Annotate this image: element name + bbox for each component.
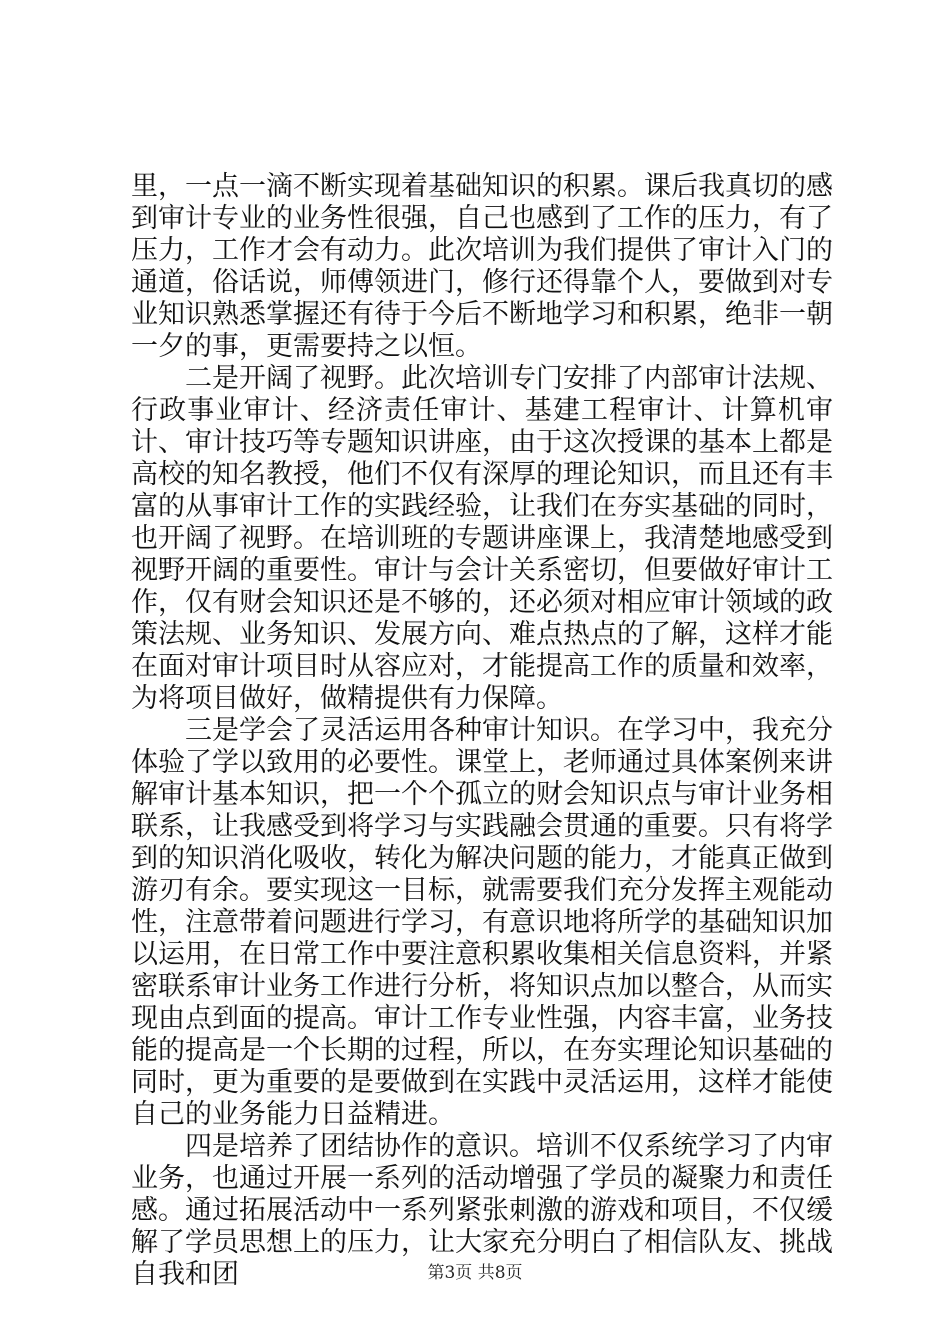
page-number-footer: 第3页 共8页 [427,1263,523,1283]
paragraph-broadened-horizons: 二是开阔了视野。此次培训专门安排了内部审计法规、行政事业审计、经济责任审计、基建工程审计、计算机审计、审计技巧等专题知识讲座，由于这次授课的基本上都是高校的知名教授，他们不仅有深厚的理论知识，而且还有丰富的从事审计工作的实践经验，让我们在夯实基础的同时，也开阔了视野。在培训班的专题讲座课上，我清楚地感受到视野开阔的重要性。审计与会计关系密切，但要做好审计工作，仅有财会知识还是不够的，还必须对相应审计领域的政策法规、业务知识、发展方向、难点热点的了解，这样才能在面对审计项目时从容应对，才能提高工作的质量和效率，为将项目做好，做精提供有力保障。 [131,363,833,714]
paragraph-continuation: 里，一点一滴不断实现着基础知识的积累。课后我真切的感到审计专业的业务性很强，自己也感到了工作的压力，有了压力，工作才会有动力。此次培训为我们提供了审计入门的通道，俗话说，师傅领进门，修行还得靠个人，要做到对专业知识熟悉掌握还有待于今后不断地学习和积累，绝非一朝一夕的事，更需要持之以恒。 [131,171,833,362]
paragraph-teamwork: 四是培养了团结协作的意识。培训不仅系统学习了内审业务，也通过开展一系列的活动增强了学员的凝聚力和责任感。通过拓展活动中一系列紧张刺激的游戏和项目，不仅缓解了学员思想上的压力，让大家充分明白了相信队友、挑战自我和团 [131,1131,833,1290]
document-body [131,171,833,1291]
paragraph-flexible-application: 三是学会了灵活运用各种审计知识。在学习中，我充分体验了学以致用的必要性。课堂上，老师通过具体案例来讲解审计基本知识，把一个个孤立的财会知识点与审计业务相联系，让我感受到将学习与实践融会贯通的重要。只有将学到的知识消化吸收，转化为解决问题的能力，才能真正做到游刃有余。要实现这一目标，就需要我们充分发挥主观能动性，注意带着问题进行学习，有意识地将所学的基础知识加以运用，在日常工作中要注意积累收集相关信息资料，并紧密联系审计业务工作进行分析，将知识点加以整合，从而实现由点到面的提高。审计工作专业性强，内容丰富，业务技能的提高是一个长期的过程，所以，在夯实理论知识基础的同时，更为重要的是要做到在实践中灵活运用，这样才能使自己的业务能力日益精进。 [131,715,833,1130]
